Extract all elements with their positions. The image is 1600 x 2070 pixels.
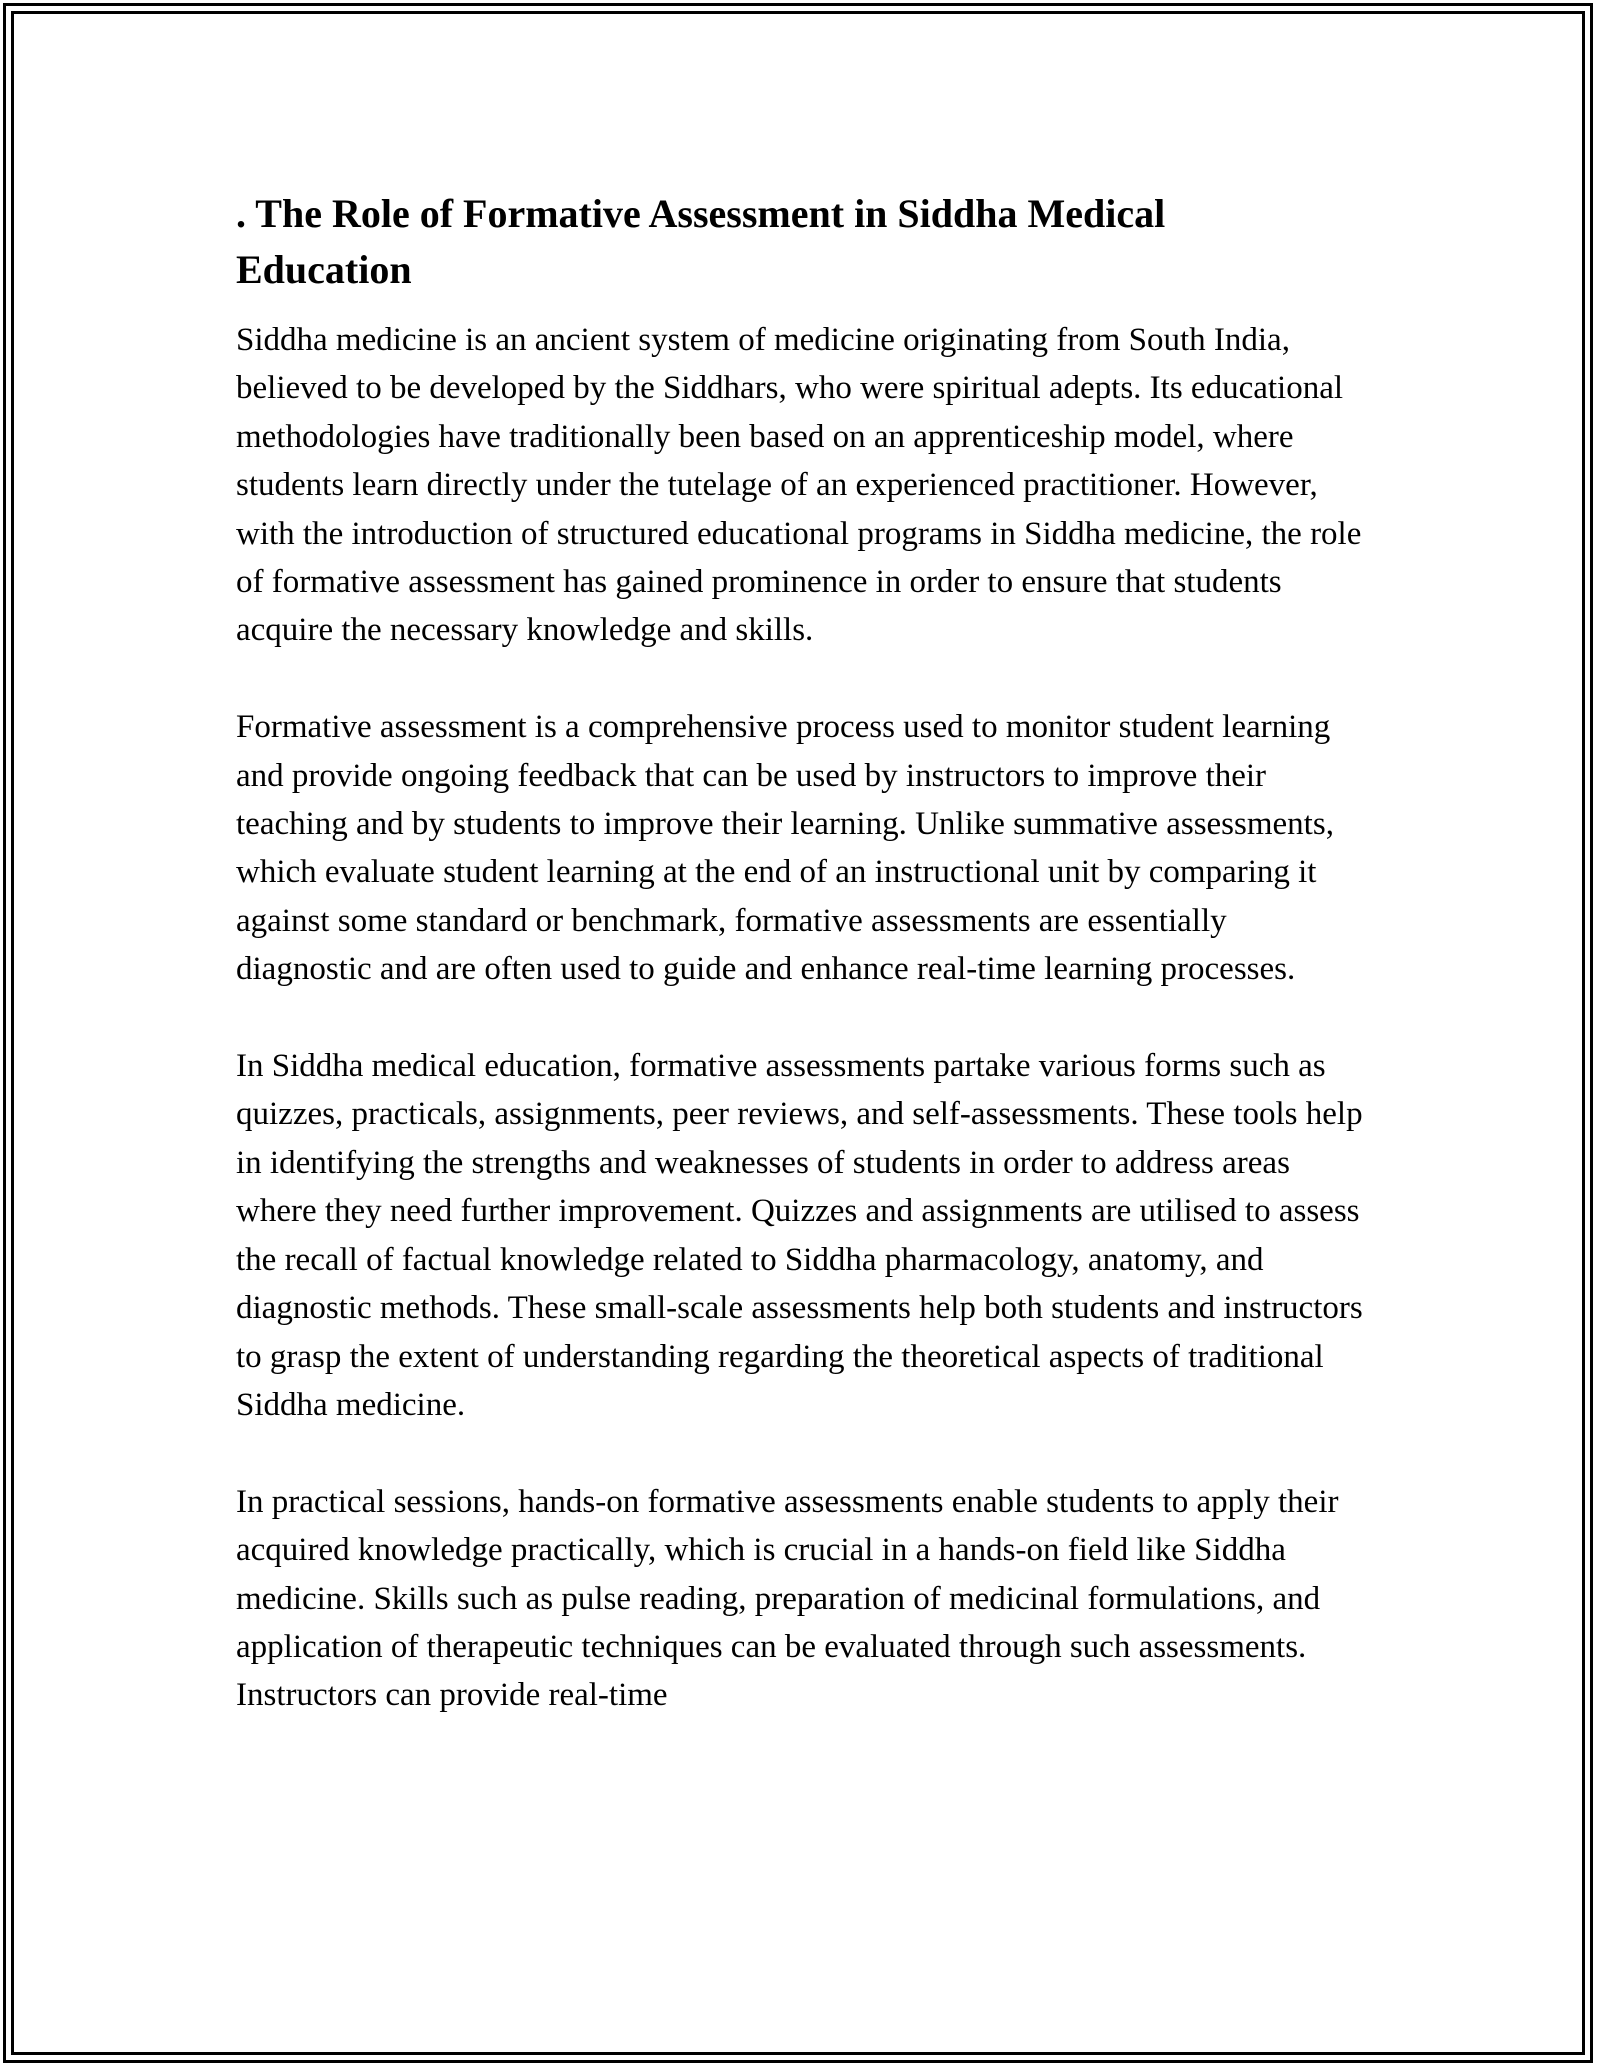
paragraph-2: Formative assessment is a comprehensive process used to monitor student learning and provide ongoing feedback that can be used by instructors to improve their teaching and by students to improve their learning. Unlike summative assessments, which evaluate student learning at the end of an instructional unit by comparing it against some standard or benchmark, formative assessments are essentially diagnostic and are often used to guide and enhance real-time learning processes.: [236, 709, 1334, 988]
document-body: [236, 186, 1370, 1768]
paragraph-1: Siddha medicine is an ancient system of medicine originating from South India, believed to be developed by the Siddhars, who were spiritual adepts. Its educational methodologies have traditionally been based on an apprenticeship model, where students learn directly under the tutelage of an experienced practitioner. However, with the introduction of structured educational programs in Siddha medicine, the role of formative assessment has gained prominence in order to ensure that students acquire the necessary knowledge and skills.: [236, 322, 1362, 649]
paragraph-4: In practical sessions, hands-on formative assessments enable students to apply their acquired knowledge practically, which is crucial in a hands-on field like Siddha medicine. Skills such as pulse reading, preparation of medicinal formulations, and application of therapeutic techniques can be evaluated through such assessments. Instructors can provide real-time: [236, 1483, 1339, 1714]
paragraph-3: In Siddha medical education, formative assessments partake various forms such as quizzes, practicals, assignments, peer reviews, and self-assessments. These tools help in identifying the strengths and weaknesses of students in order to address areas where they need further improvement. Quizzes and assignments are utilised to assess the recall of factual knowledge related to Siddha pharmacology, anatomy, and diagnostic methods. These small-scale assessments help both students and instructors to grasp the extent of understanding regarding the theoretical aspects of traditional Siddha medicine.: [236, 1048, 1363, 1423]
document-title: . The Role of Formative Assessment in Siddha Medical Education: [236, 191, 1166, 292]
